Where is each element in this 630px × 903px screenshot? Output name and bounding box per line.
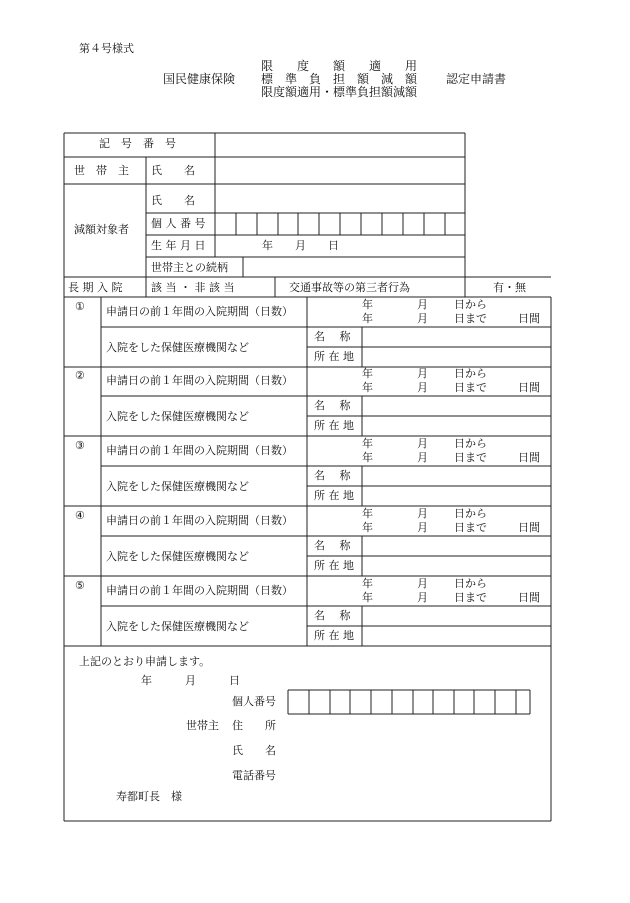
period-marker: ① bbox=[75, 300, 85, 313]
period-days[interactable]: 日間 bbox=[518, 312, 540, 325]
label-kojin-bango: 個 人 番 号 bbox=[151, 217, 206, 230]
footer-label-shimei: 氏 名 bbox=[232, 744, 276, 757]
period-label-shozaichi: 所 在 地 bbox=[314, 419, 354, 432]
period-label-nyuin: 入院をした保健医療機関など bbox=[106, 410, 249, 423]
period-to-ym[interactable]: 年 月 bbox=[362, 381, 428, 394]
period-label-kikan: 申請日の前１年間の入院期間（日数） bbox=[106, 514, 293, 527]
footer-label-setainushi: 世帯主 bbox=[186, 719, 219, 732]
label-setainushi-shimei: 氏 名 bbox=[151, 164, 195, 177]
gaito-choice[interactable]: 該 当 ・ 非 該 当 bbox=[151, 281, 235, 294]
period-from-day[interactable]: 日から bbox=[454, 577, 487, 590]
form-number: 第４号様式 bbox=[79, 42, 134, 55]
period-from-ym[interactable]: 年 月 bbox=[362, 437, 428, 450]
period-to-ym[interactable]: 年 月 bbox=[362, 521, 428, 534]
footer-label-kojin-bango: 個人番号 bbox=[232, 695, 276, 708]
period-label-shozaichi: 所 在 地 bbox=[314, 489, 354, 502]
period-marker: ③ bbox=[75, 439, 85, 452]
period-to-ym[interactable]: 年 月 bbox=[362, 591, 428, 604]
title-line-1: 限 度 額 適 用 bbox=[261, 59, 418, 73]
period-marker: ② bbox=[75, 369, 85, 382]
period-label-shozaichi: 所 在 地 bbox=[314, 629, 354, 642]
footer-statement: 上記のとおり申請します。 bbox=[79, 655, 211, 668]
period-days[interactable]: 日間 bbox=[518, 521, 540, 534]
period-to-day[interactable]: 日まで bbox=[454, 451, 487, 464]
period-to-ym[interactable]: 年 月 bbox=[362, 451, 428, 464]
label-gengaku-taishosha: 減額対象者 bbox=[74, 223, 129, 236]
period-label-shozaichi: 所 在 地 bbox=[314, 559, 354, 572]
period-from-day[interactable]: 日から bbox=[454, 507, 487, 520]
period-days[interactable]: 日間 bbox=[518, 591, 540, 604]
label-seinengappi: 生 年 月 日 bbox=[151, 239, 206, 252]
label-kotsu-jiko: 交通事故等の第三者行為 bbox=[289, 281, 410, 294]
seinengappi-date[interactable]: 年 月 日 bbox=[262, 239, 339, 252]
footer-date[interactable]: 年 月 日 bbox=[141, 674, 240, 687]
title-line-3: 限度額適用・標準負担額減額 bbox=[261, 85, 418, 99]
footer-label-jusho: 住 所 bbox=[232, 719, 276, 732]
title-line-2: 標 準 負 担 額 減 額 bbox=[261, 72, 418, 86]
period-from-day[interactable]: 日から bbox=[454, 298, 487, 311]
kigo-bango-field[interactable] bbox=[215, 134, 464, 156]
period-from-ym[interactable]: 年 月 bbox=[362, 507, 428, 520]
label-setainushi: 世 帯 主 bbox=[74, 164, 129, 177]
zokugara-field[interactable] bbox=[244, 257, 464, 277]
period-to-day[interactable]: 日まで bbox=[454, 591, 487, 604]
period-label-shozaichi: 所 在 地 bbox=[314, 350, 354, 363]
period-label-kikan: 申請日の前１年間の入院期間（日数） bbox=[106, 305, 293, 318]
period-to-day[interactable]: 日まで bbox=[454, 521, 487, 534]
label-taisho-shimei: 氏 名 bbox=[151, 194, 195, 207]
title-suffix: 認定申請書 bbox=[446, 72, 507, 86]
period-from-ym[interactable]: 年 月 bbox=[362, 577, 428, 590]
taisho-name-field[interactable] bbox=[215, 186, 464, 213]
period-label-meisho: 名 称 bbox=[314, 469, 351, 482]
period-marker: ⑤ bbox=[75, 579, 85, 592]
period-label-nyuin: 入院をした保健医療機関など bbox=[106, 620, 249, 633]
period-from-day[interactable]: 日から bbox=[454, 437, 487, 450]
period-label-kikan: 申請日の前１年間の入院期間（日数） bbox=[106, 584, 293, 597]
period-to-day[interactable]: 日まで bbox=[454, 381, 487, 394]
period-label-meisho: 名 称 bbox=[314, 609, 351, 622]
title-prefix: 国民健康保険 bbox=[163, 72, 236, 86]
umu-choice[interactable]: 有・無 bbox=[493, 281, 526, 294]
period-from-ym[interactable]: 年 月 bbox=[362, 367, 428, 380]
period-to-ym[interactable]: 年 月 bbox=[362, 312, 428, 325]
footer-label-denwa: 電話番号 bbox=[232, 769, 276, 782]
period-to-day[interactable]: 日まで bbox=[454, 312, 487, 325]
period-label-meisho: 名 称 bbox=[314, 539, 351, 552]
period-from-day[interactable]: 日から bbox=[454, 367, 487, 380]
period-label-meisho: 名 称 bbox=[314, 330, 351, 343]
period-days[interactable]: 日間 bbox=[518, 451, 540, 464]
period-label-kikan: 申請日の前１年間の入院期間（日数） bbox=[106, 374, 293, 387]
label-zokugara: 世帯主との続柄 bbox=[151, 261, 228, 274]
period-from-ym[interactable]: 年 月 bbox=[362, 298, 428, 311]
period-label-kikan: 申請日の前１年間の入院期間（日数） bbox=[106, 444, 293, 457]
label-kigo-bango: 記 号 番 号 bbox=[99, 137, 176, 150]
period-label-nyuin: 入院をした保健医療機関など bbox=[106, 341, 249, 354]
setainushi-name-field[interactable] bbox=[215, 157, 464, 183]
label-choki-nyuin: 長 期 入 院 bbox=[68, 281, 123, 294]
period-days[interactable]: 日間 bbox=[518, 381, 540, 394]
footer-addressee: 寿都町長 様 bbox=[116, 790, 182, 803]
period-label-meisho: 名 称 bbox=[314, 399, 351, 412]
period-label-nyuin: 入院をした保健医療機関など bbox=[106, 480, 249, 493]
period-marker: ④ bbox=[75, 509, 85, 522]
period-label-nyuin: 入院をした保健医療機関など bbox=[106, 550, 249, 563]
